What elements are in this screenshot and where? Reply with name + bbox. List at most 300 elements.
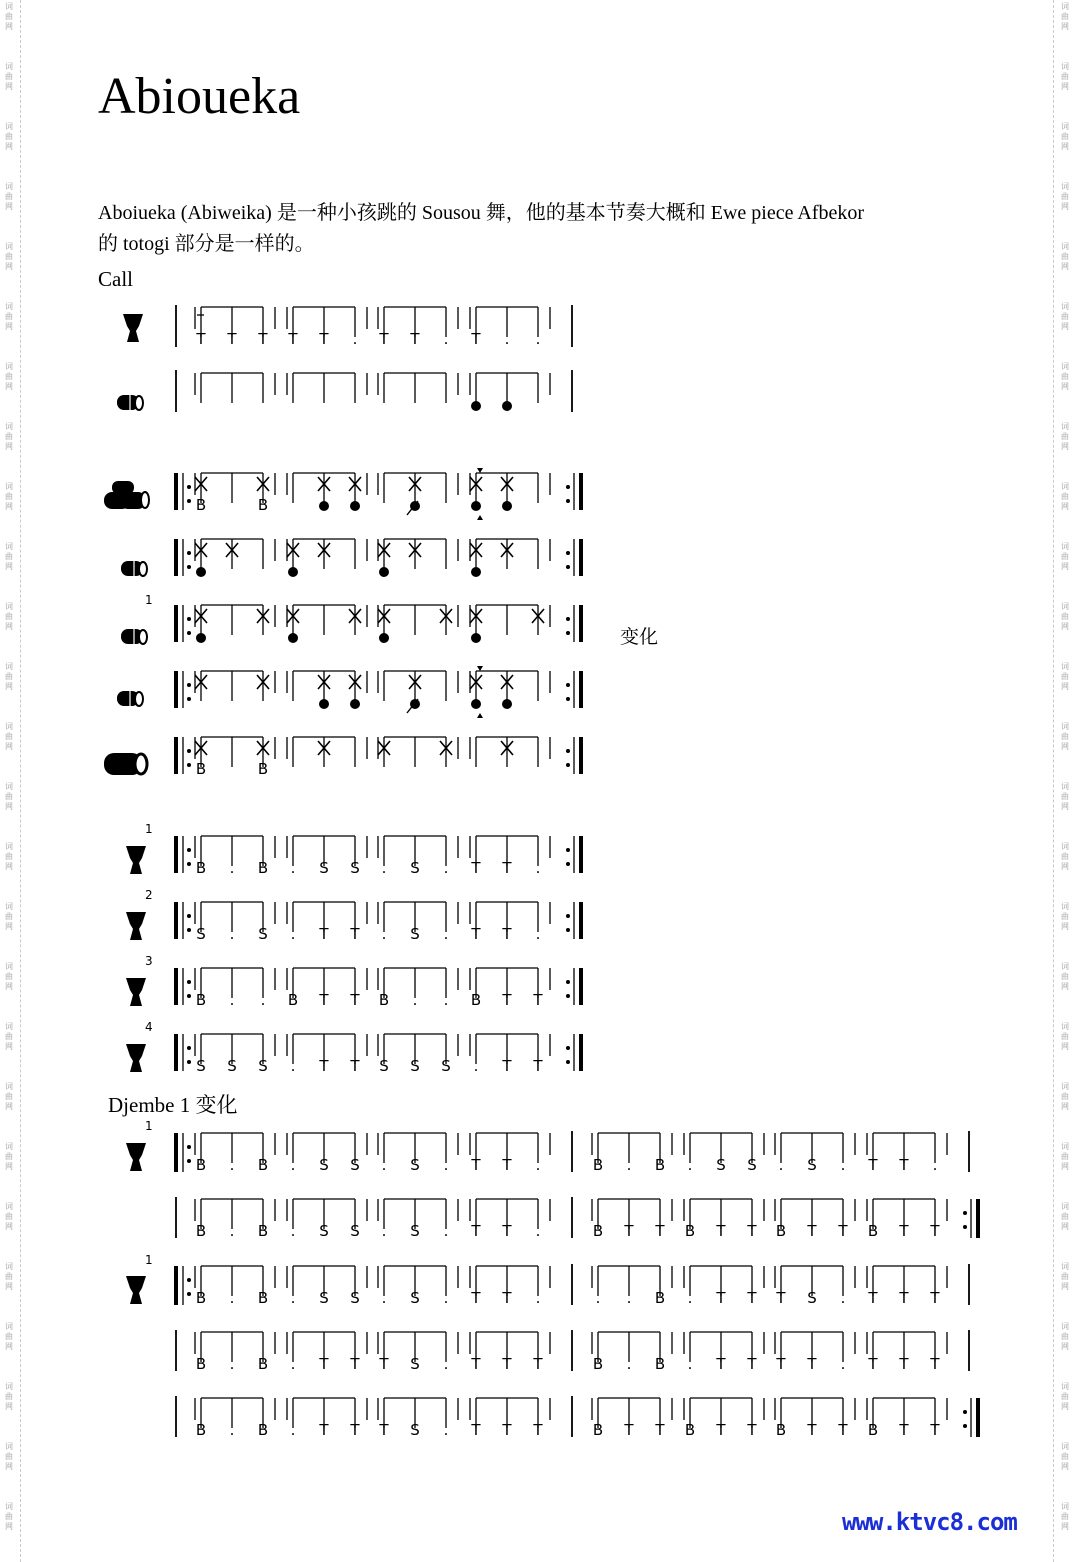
beat-group	[592, 1199, 672, 1240]
beat-group	[378, 605, 458, 643]
note-letter: B	[867, 1421, 879, 1439]
note-letter: .	[535, 1289, 541, 1307]
margin-mark: 词 曲 网	[1061, 1142, 1069, 1171]
note-letter: .	[443, 1421, 449, 1439]
beat-group	[684, 1332, 764, 1373]
margin-mark: 词 曲 网	[5, 1262, 13, 1291]
note-letter: T	[899, 1222, 909, 1240]
margin-mark: 词 曲 网	[5, 1202, 13, 1231]
beat-group	[775, 1199, 855, 1240]
margin-mark: 词 曲 网	[1061, 722, 1069, 751]
margin-mark: 词 曲 网	[1061, 2, 1069, 31]
kenkeni-icon	[121, 560, 147, 576]
note-letter: B	[592, 1222, 604, 1240]
note-letter: .	[687, 1289, 693, 1307]
note-letter: S	[410, 1355, 420, 1373]
note-letter: T	[196, 330, 206, 348]
beat-group	[592, 1398, 672, 1439]
note-letter: .	[535, 859, 541, 877]
beat-group	[195, 1034, 275, 1075]
note-letter: .	[687, 1156, 693, 1174]
beat-group	[378, 1332, 458, 1373]
beat-group	[470, 473, 550, 511]
note-letter: S	[258, 925, 268, 943]
margin-mark: 词 曲 网	[5, 902, 13, 931]
margin-mark: 词 曲 网	[1061, 962, 1069, 991]
note-letter: T	[350, 925, 360, 943]
note-letter: B	[257, 1355, 269, 1373]
note-letter: .	[381, 1156, 387, 1174]
djembe-variation-label: Djembe 1 变化	[108, 1093, 238, 1117]
note-letter: T	[502, 991, 512, 1009]
beat-group	[195, 605, 275, 643]
repeat-dot	[187, 914, 191, 918]
row-number: 1	[145, 822, 153, 836]
intro-line-1: Aboiueka (Abiweika) 是一种小孩跳的 Sousou 舞，他的基本节奏大概和 Ewe piece Afbekor	[98, 202, 864, 224]
repeat-dot	[566, 551, 570, 555]
margin-mark: 词 曲 网	[5, 1502, 13, 1531]
note-letter: T	[502, 1355, 512, 1373]
note-letter: B	[257, 496, 269, 514]
note-letter: .	[381, 1289, 387, 1307]
margin-mark: 词 曲 网	[5, 542, 13, 571]
beat-group	[378, 307, 458, 348]
note-letter: T	[502, 1156, 512, 1174]
note-letter: T	[350, 1355, 360, 1373]
note-letter: B	[867, 1222, 879, 1240]
note-letter: T	[350, 1057, 360, 1075]
repeat-dot	[187, 862, 191, 866]
margin-mark: 词 曲 网	[1061, 602, 1069, 631]
beat-group	[287, 539, 367, 577]
note-letter: T	[776, 1355, 786, 1373]
note-letter: S	[410, 1156, 420, 1174]
repeat-dot	[963, 1424, 967, 1428]
djembe-icon	[126, 1276, 146, 1304]
djembe-icon	[126, 1143, 146, 1171]
repeat-dot	[566, 763, 570, 767]
note-letter: S	[747, 1156, 757, 1174]
margin-mark: 词 曲 网	[5, 242, 13, 271]
note-letter: S	[350, 859, 360, 877]
note-letter: T	[471, 1222, 481, 1240]
beat-group	[470, 671, 550, 709]
beat-group	[195, 1266, 275, 1307]
note-letter: S	[379, 1057, 389, 1075]
note-letter: .	[229, 1421, 235, 1439]
note-letter: T	[350, 991, 360, 1009]
note-letter: S	[807, 1289, 817, 1307]
note-head	[502, 401, 512, 411]
note-letter: .	[443, 991, 449, 1009]
note-head	[196, 567, 206, 577]
note-letter: T	[899, 1289, 909, 1307]
note-letter: B	[195, 760, 207, 778]
note-letter: T	[258, 330, 268, 348]
note-letter: T	[319, 330, 329, 348]
note-letter: T	[899, 1156, 909, 1174]
beat-group	[775, 1266, 855, 1307]
note-letter: B	[775, 1222, 787, 1240]
repeat-dot	[187, 631, 191, 635]
note-letter: B	[257, 1421, 269, 1439]
note-letter: T	[655, 1222, 665, 1240]
note-letter: T	[471, 1156, 481, 1174]
beat-group	[287, 1332, 367, 1373]
margin-mark: 词 曲 网	[1061, 62, 1069, 91]
note-letter: .	[229, 859, 235, 877]
note-letter: .	[412, 991, 418, 1009]
note-letter: T	[379, 330, 389, 348]
beat-group	[684, 1266, 764, 1307]
note-letter: T	[502, 1289, 512, 1307]
repeat-dot	[566, 994, 570, 998]
note-letter: S	[716, 1156, 726, 1174]
note-letter: .	[535, 1222, 541, 1240]
note-head	[196, 633, 206, 643]
variation-note: 变化	[620, 626, 659, 648]
intro-line-2: 的 totogi 部分是一样的。	[98, 233, 315, 255]
note-letter: B	[654, 1156, 666, 1174]
note-letter: T	[776, 1289, 786, 1307]
accent-mark	[477, 666, 483, 671]
margin-mark: 词 曲 网	[1061, 1022, 1069, 1051]
note-letter: B	[195, 991, 207, 1009]
beat-group	[378, 737, 458, 767]
note-letter: B	[195, 859, 207, 877]
margin-mark: 词 曲 网	[1061, 542, 1069, 571]
note-letter: T	[807, 1222, 817, 1240]
note-letter: T	[716, 1222, 726, 1240]
note-head	[471, 501, 481, 511]
beat-group	[470, 307, 550, 348]
note-letter: .	[290, 1289, 296, 1307]
margin-mark: 词 曲 网	[5, 602, 13, 631]
note-letter: T	[868, 1289, 878, 1307]
margin-mark: 词 曲 网	[5, 842, 13, 871]
repeat-dot	[187, 1046, 191, 1050]
note-letter: B	[195, 1421, 207, 1439]
note-letter: T	[747, 1289, 757, 1307]
note-letter: .	[229, 991, 235, 1009]
margin-mark: 词 曲 网	[1061, 902, 1069, 931]
note-letter: T	[471, 1355, 481, 1373]
repeat-dot	[566, 499, 570, 503]
margin-mark: 词 曲 网	[5, 1082, 13, 1111]
margin-mark: 词 曲 网	[1061, 482, 1069, 511]
repeat-dot	[187, 1060, 191, 1064]
note-letter: T	[350, 1421, 360, 1439]
note-letter: T	[471, 925, 481, 943]
note-letter: .	[595, 1289, 601, 1307]
note-letter: .	[443, 1222, 449, 1240]
note-letter: T	[868, 1156, 878, 1174]
margin-mark: 词 曲 网	[5, 122, 13, 151]
repeat-dot	[566, 565, 570, 569]
note-letter: B	[378, 991, 390, 1009]
repeat-dot	[566, 683, 570, 687]
note-letter: B	[592, 1355, 604, 1373]
note-head	[502, 501, 512, 511]
repeat-dot	[187, 848, 191, 852]
beat-group	[378, 1034, 458, 1075]
note-letter: .	[290, 1355, 296, 1373]
repeat-dot	[187, 1278, 191, 1282]
margin-mark: 词 曲 网	[5, 1142, 13, 1171]
margin-mark: 词 曲 网	[1061, 1082, 1069, 1111]
accent-mark	[477, 515, 483, 520]
beat-group	[470, 1199, 550, 1240]
repeat-dot	[566, 980, 570, 984]
beat-group	[378, 968, 458, 1009]
repeat-dot	[566, 697, 570, 701]
beat-group	[287, 1034, 367, 1075]
beat-group	[378, 1133, 458, 1174]
accent-mark	[477, 713, 483, 718]
beat-group	[195, 1398, 275, 1439]
note-letter: B	[195, 1222, 207, 1240]
note-letter: S	[410, 925, 420, 943]
note-letter: .	[229, 1289, 235, 1307]
row-number: 1	[145, 1119, 153, 1133]
note-letter: T	[807, 1355, 817, 1373]
note-letter: T	[319, 925, 329, 943]
note-letter: .	[443, 1156, 449, 1174]
note-letter: B	[470, 991, 482, 1009]
djembe-icon	[126, 978, 146, 1006]
djembe-icon	[123, 314, 143, 342]
beat-group	[287, 968, 367, 1009]
row-number: 3	[145, 954, 153, 968]
note-letter: B	[257, 1222, 269, 1240]
note-letter: .	[260, 991, 266, 1009]
beat-group	[195, 373, 275, 403]
repeat-dot	[187, 980, 191, 984]
note-letter: .	[932, 1156, 938, 1174]
note-letter: .	[290, 859, 296, 877]
note-letter: B	[592, 1156, 604, 1174]
repeat-dot	[566, 848, 570, 852]
beat-group	[195, 307, 275, 348]
note-letter: T	[502, 1057, 512, 1075]
note-letter: .	[381, 1222, 387, 1240]
margin-mark: 词 曲 网	[1061, 242, 1069, 271]
repeat-dot	[187, 499, 191, 503]
watermark-url: www.ktvc8.com	[842, 1508, 1017, 1536]
kenkeni-variation-icon	[121, 628, 147, 644]
note-head	[288, 567, 298, 577]
beat-group	[287, 473, 367, 511]
beat-group	[287, 902, 367, 943]
djembe-icon	[126, 846, 146, 874]
margin-mark: 词 曲 网	[5, 722, 13, 751]
note-letter: S	[350, 1222, 360, 1240]
beat-group	[287, 671, 367, 709]
note-head	[379, 567, 389, 577]
note-letter: S	[441, 1057, 451, 1075]
beat-group	[470, 1133, 550, 1174]
beat-group	[867, 1332, 947, 1373]
note-letter: T	[533, 991, 543, 1009]
margin-mark: 词 曲 网	[5, 662, 13, 691]
beat-group	[378, 1266, 458, 1307]
note-letter: T	[379, 1355, 389, 1373]
note-letter: S	[350, 1289, 360, 1307]
row-number: 2	[145, 888, 153, 902]
note-letter: B	[195, 1156, 207, 1174]
note-letter: T	[319, 991, 329, 1009]
beat-group	[195, 539, 275, 577]
page-title: Abioueka	[98, 68, 301, 125]
beat-group	[867, 1398, 947, 1439]
repeat-dot	[187, 485, 191, 489]
note-letter: T	[227, 330, 237, 348]
note-letter: .	[535, 330, 541, 348]
note-letter: S	[410, 1222, 420, 1240]
note-letter: T	[533, 1057, 543, 1075]
margin-mark: 词 曲 网	[1061, 662, 1069, 691]
note-letter: S	[410, 1421, 420, 1439]
note-head	[319, 501, 329, 511]
note-letter: T	[868, 1355, 878, 1373]
margin-mark: 词 曲 网	[5, 482, 13, 511]
margin-mark: 词 曲 网	[5, 362, 13, 391]
beat-group	[378, 1398, 458, 1439]
beat-group	[470, 737, 550, 767]
note-letter: T	[471, 330, 481, 348]
note-letter: T	[502, 859, 512, 877]
beat-group	[470, 539, 550, 577]
note-letter: S	[350, 1156, 360, 1174]
note-letter: S	[319, 1156, 329, 1174]
repeat-dot	[566, 617, 570, 621]
note-letter: T	[899, 1355, 909, 1373]
beat-group	[195, 1199, 275, 1240]
note-head	[379, 633, 389, 643]
beat-group	[470, 1034, 550, 1075]
note-letter: .	[290, 1222, 296, 1240]
note-letter: .	[290, 1421, 296, 1439]
beat-group	[867, 1266, 947, 1307]
note-head	[502, 699, 512, 709]
note-letter: .	[473, 1057, 479, 1075]
beat-group	[378, 1199, 458, 1240]
note-head	[319, 699, 329, 709]
note-letter: T	[747, 1421, 757, 1439]
note-letter: .	[290, 925, 296, 943]
repeat-dot	[187, 994, 191, 998]
repeat-dot	[963, 1410, 967, 1414]
repeat-dot	[566, 1046, 570, 1050]
repeat-dot	[566, 485, 570, 489]
note-letter: B	[257, 1156, 269, 1174]
repeat-dot	[187, 683, 191, 687]
beat-group	[684, 1133, 764, 1174]
bell-icon	[117, 394, 143, 410]
row-number: 4	[145, 1020, 153, 1034]
note-letter: T	[747, 1222, 757, 1240]
repeat-dot	[566, 862, 570, 866]
note-letter: B	[195, 1289, 207, 1307]
beat-group	[378, 473, 458, 515]
note-letter: .	[443, 859, 449, 877]
note-letter: T	[624, 1421, 634, 1439]
note-head	[288, 633, 298, 643]
note-letter: T	[471, 1421, 481, 1439]
margin-mark: 词 曲 网	[1061, 1502, 1069, 1531]
note-letter: T	[930, 1289, 940, 1307]
repeat-dot	[566, 928, 570, 932]
note-letter: T	[319, 1355, 329, 1373]
note-letter: .	[290, 1156, 296, 1174]
note-letter: T	[471, 859, 481, 877]
margin-mark: 词 曲 网	[1061, 1322, 1069, 1351]
repeat-dot	[187, 749, 191, 753]
note-letter: T	[838, 1421, 848, 1439]
note-letter: S	[319, 1222, 329, 1240]
djembe-icon	[126, 912, 146, 940]
note-letter: T	[747, 1355, 757, 1373]
beat-group	[684, 1398, 764, 1439]
margin-mark: 词 曲 网	[5, 182, 13, 211]
margin-mark: 词 曲 网	[5, 782, 13, 811]
note-letter: T	[379, 1421, 389, 1439]
note-letter: B	[287, 991, 299, 1009]
margin-mark: 词 曲 网	[1061, 1442, 1069, 1471]
margin-mark: 词 曲 网	[5, 1442, 13, 1471]
margin-mark: 词 曲 网	[1061, 362, 1069, 391]
note-letter: .	[229, 1222, 235, 1240]
beat-group	[470, 1266, 550, 1307]
note-letter: .	[352, 330, 358, 348]
row-number: 1	[145, 593, 153, 607]
margin-mark: 词 曲 网	[1061, 122, 1069, 151]
beat-group	[195, 671, 275, 701]
note-letter: .	[626, 1355, 632, 1373]
beat-group	[195, 968, 275, 1009]
note-letter: S	[196, 1057, 206, 1075]
beat-group	[287, 373, 367, 403]
beat-group	[195, 1332, 275, 1373]
repeat-dot	[187, 617, 191, 621]
beat-group	[775, 1332, 855, 1373]
beat-group	[378, 539, 458, 577]
margin-mark: 词 曲 网	[5, 1322, 13, 1351]
note-letter: S	[807, 1156, 817, 1174]
beat-group	[867, 1199, 947, 1240]
note-head	[471, 401, 481, 411]
sangban-icon	[117, 690, 143, 706]
beat-group	[195, 473, 275, 514]
row-number: 1	[145, 1253, 153, 1267]
note-letter: T	[930, 1421, 940, 1439]
note-letter: .	[443, 1289, 449, 1307]
repeat-dot	[963, 1225, 967, 1229]
beat-group	[287, 1199, 367, 1240]
note-letter: .	[229, 1156, 235, 1174]
note-letter: T	[288, 330, 298, 348]
margin-mark: 词 曲 网	[1061, 422, 1069, 451]
note-letter: .	[778, 1156, 784, 1174]
note-head	[471, 567, 481, 577]
note-letter: T	[410, 330, 420, 348]
accent-mark	[477, 468, 483, 473]
beat-group	[592, 1133, 672, 1174]
margin-mark: 词 曲 网	[1061, 782, 1069, 811]
note-letter: S	[319, 859, 329, 877]
note-letter: S	[319, 1289, 329, 1307]
note-letter: .	[229, 1355, 235, 1373]
